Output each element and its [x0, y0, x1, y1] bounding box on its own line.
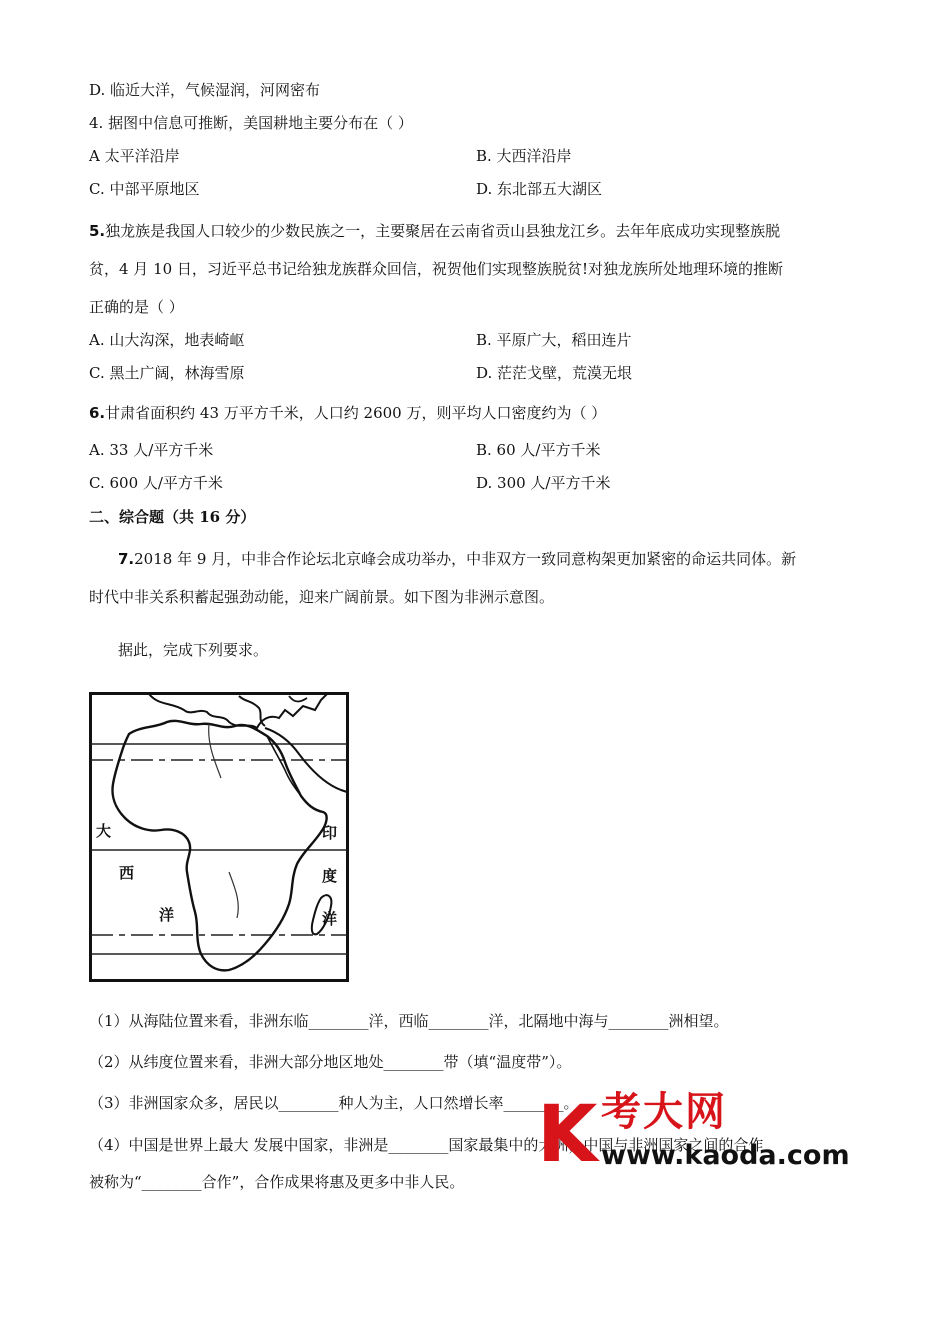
section-title: 二、综合题（共 16 分）: [89, 508, 256, 526]
q4-option-c: C. 中部平原地区: [89, 180, 200, 198]
map-label-yin: 印: [322, 824, 338, 842]
q5-stem-line1: [89, 220, 780, 242]
q3-option-d: D. 临近大洋，气候湿润，河网密布: [89, 81, 321, 99]
q6-option-c: C. 600 人/平方千米: [89, 474, 223, 492]
q5-option-b: B. 平原广大，稻田连片: [476, 331, 632, 349]
q5-option-a: A. 山大沟深，地表崎岖: [89, 331, 245, 349]
q7-sub4-line1: （4）中国是世界上最大 发展中国家，非洲是________国家最集中的大洲，中国与非洲国家之间的合作: [89, 1136, 764, 1154]
q7-sub3: （3）非洲国家众多，居民以________种人为主，人口然增长率________。: [89, 1094, 579, 1112]
map-label-xi: 西: [119, 864, 135, 882]
map-label-yang-right: 洋: [322, 910, 338, 928]
q7-instruction: 据此，完成下列要求。: [118, 641, 269, 659]
q7-number: 7.: [118, 550, 135, 568]
watermark-url: www.kaoda.com: [601, 1140, 850, 1171]
map-label-da: 大: [96, 822, 112, 840]
q7-sub2: （2）从纬度位置来看，非洲大部分地区地处________带（填“温度带”）。: [89, 1053, 572, 1071]
q6-option-d: D. 300 人/平方千米: [476, 474, 611, 492]
q5-stem-text: 独龙族是我国人口较少的少数民族之一，主要聚居在云南省贡山县独龙江乡。去年年底成功实现整族脱: [105, 222, 781, 240]
q5-option-d: D. 茫茫戈壁，荒漠无垠: [476, 364, 633, 382]
kaoda-watermark-logo: [537, 1088, 852, 1188]
watermark-site-name: 考大网: [601, 1089, 727, 1135]
q6-option-b: B. 60 人/平方千米: [476, 441, 601, 459]
q6-option-a: A. 33 人/平方千米: [89, 441, 214, 459]
q4-option-b: B. 大西洋沿岸: [476, 147, 572, 165]
q5-stem-line2: 贫，4 月 10 日，习近平总书记给独龙族群众回信，祝贺他们实现整族脱贫!对独龙族所处地理环境的推断: [89, 260, 783, 278]
q4-option-a: A 太平洋沿岸: [89, 147, 180, 165]
q7-sub4-line2: 被称为“________合作”，合作成果将惠及更多中非人民。: [89, 1173, 465, 1191]
q5-option-c: C. 黑土广阔，林海雪原: [89, 364, 245, 382]
q4-stem: 4. 据图中信息可推断，美国耕地主要分布在（ ）: [89, 114, 413, 132]
q5-number: 5.: [89, 222, 106, 240]
q7-stem-line2: 时代中非关系积蓄起强劲动能，迎来广阔前景。如下图为非洲示意图。: [89, 588, 555, 606]
q7-sub1: （1）从海陆位置来看，非洲东临________洋，西临________洋，北隔地中海与________洲相望。: [89, 1012, 729, 1030]
q6-stem-line: [89, 402, 606, 424]
map-label-du: 度: [322, 867, 338, 885]
q5-stem-line3: 正确的是（ ）: [89, 298, 184, 316]
q4-option-d: D. 东北部五大湖区: [476, 180, 603, 198]
watermark-k-letter: K: [537, 1090, 598, 1180]
q6-number: 6.: [89, 404, 106, 422]
q6-stem-text: 甘肃省面积约 43 万平方千米，人口约 2600 万，则平均人口密度约为（ ）: [105, 404, 607, 422]
map-label-yang-left: 洋: [159, 906, 175, 924]
africa-map-drawing: [89, 692, 349, 982]
q7-stem-text: 2018 年 9 月，中非合作论坛北京峰会成功举办，中非双方一致同意构架更加紧密的命运共同体。新: [134, 550, 797, 568]
africa-map: [89, 692, 349, 982]
q7-stem-line1: [118, 548, 796, 570]
